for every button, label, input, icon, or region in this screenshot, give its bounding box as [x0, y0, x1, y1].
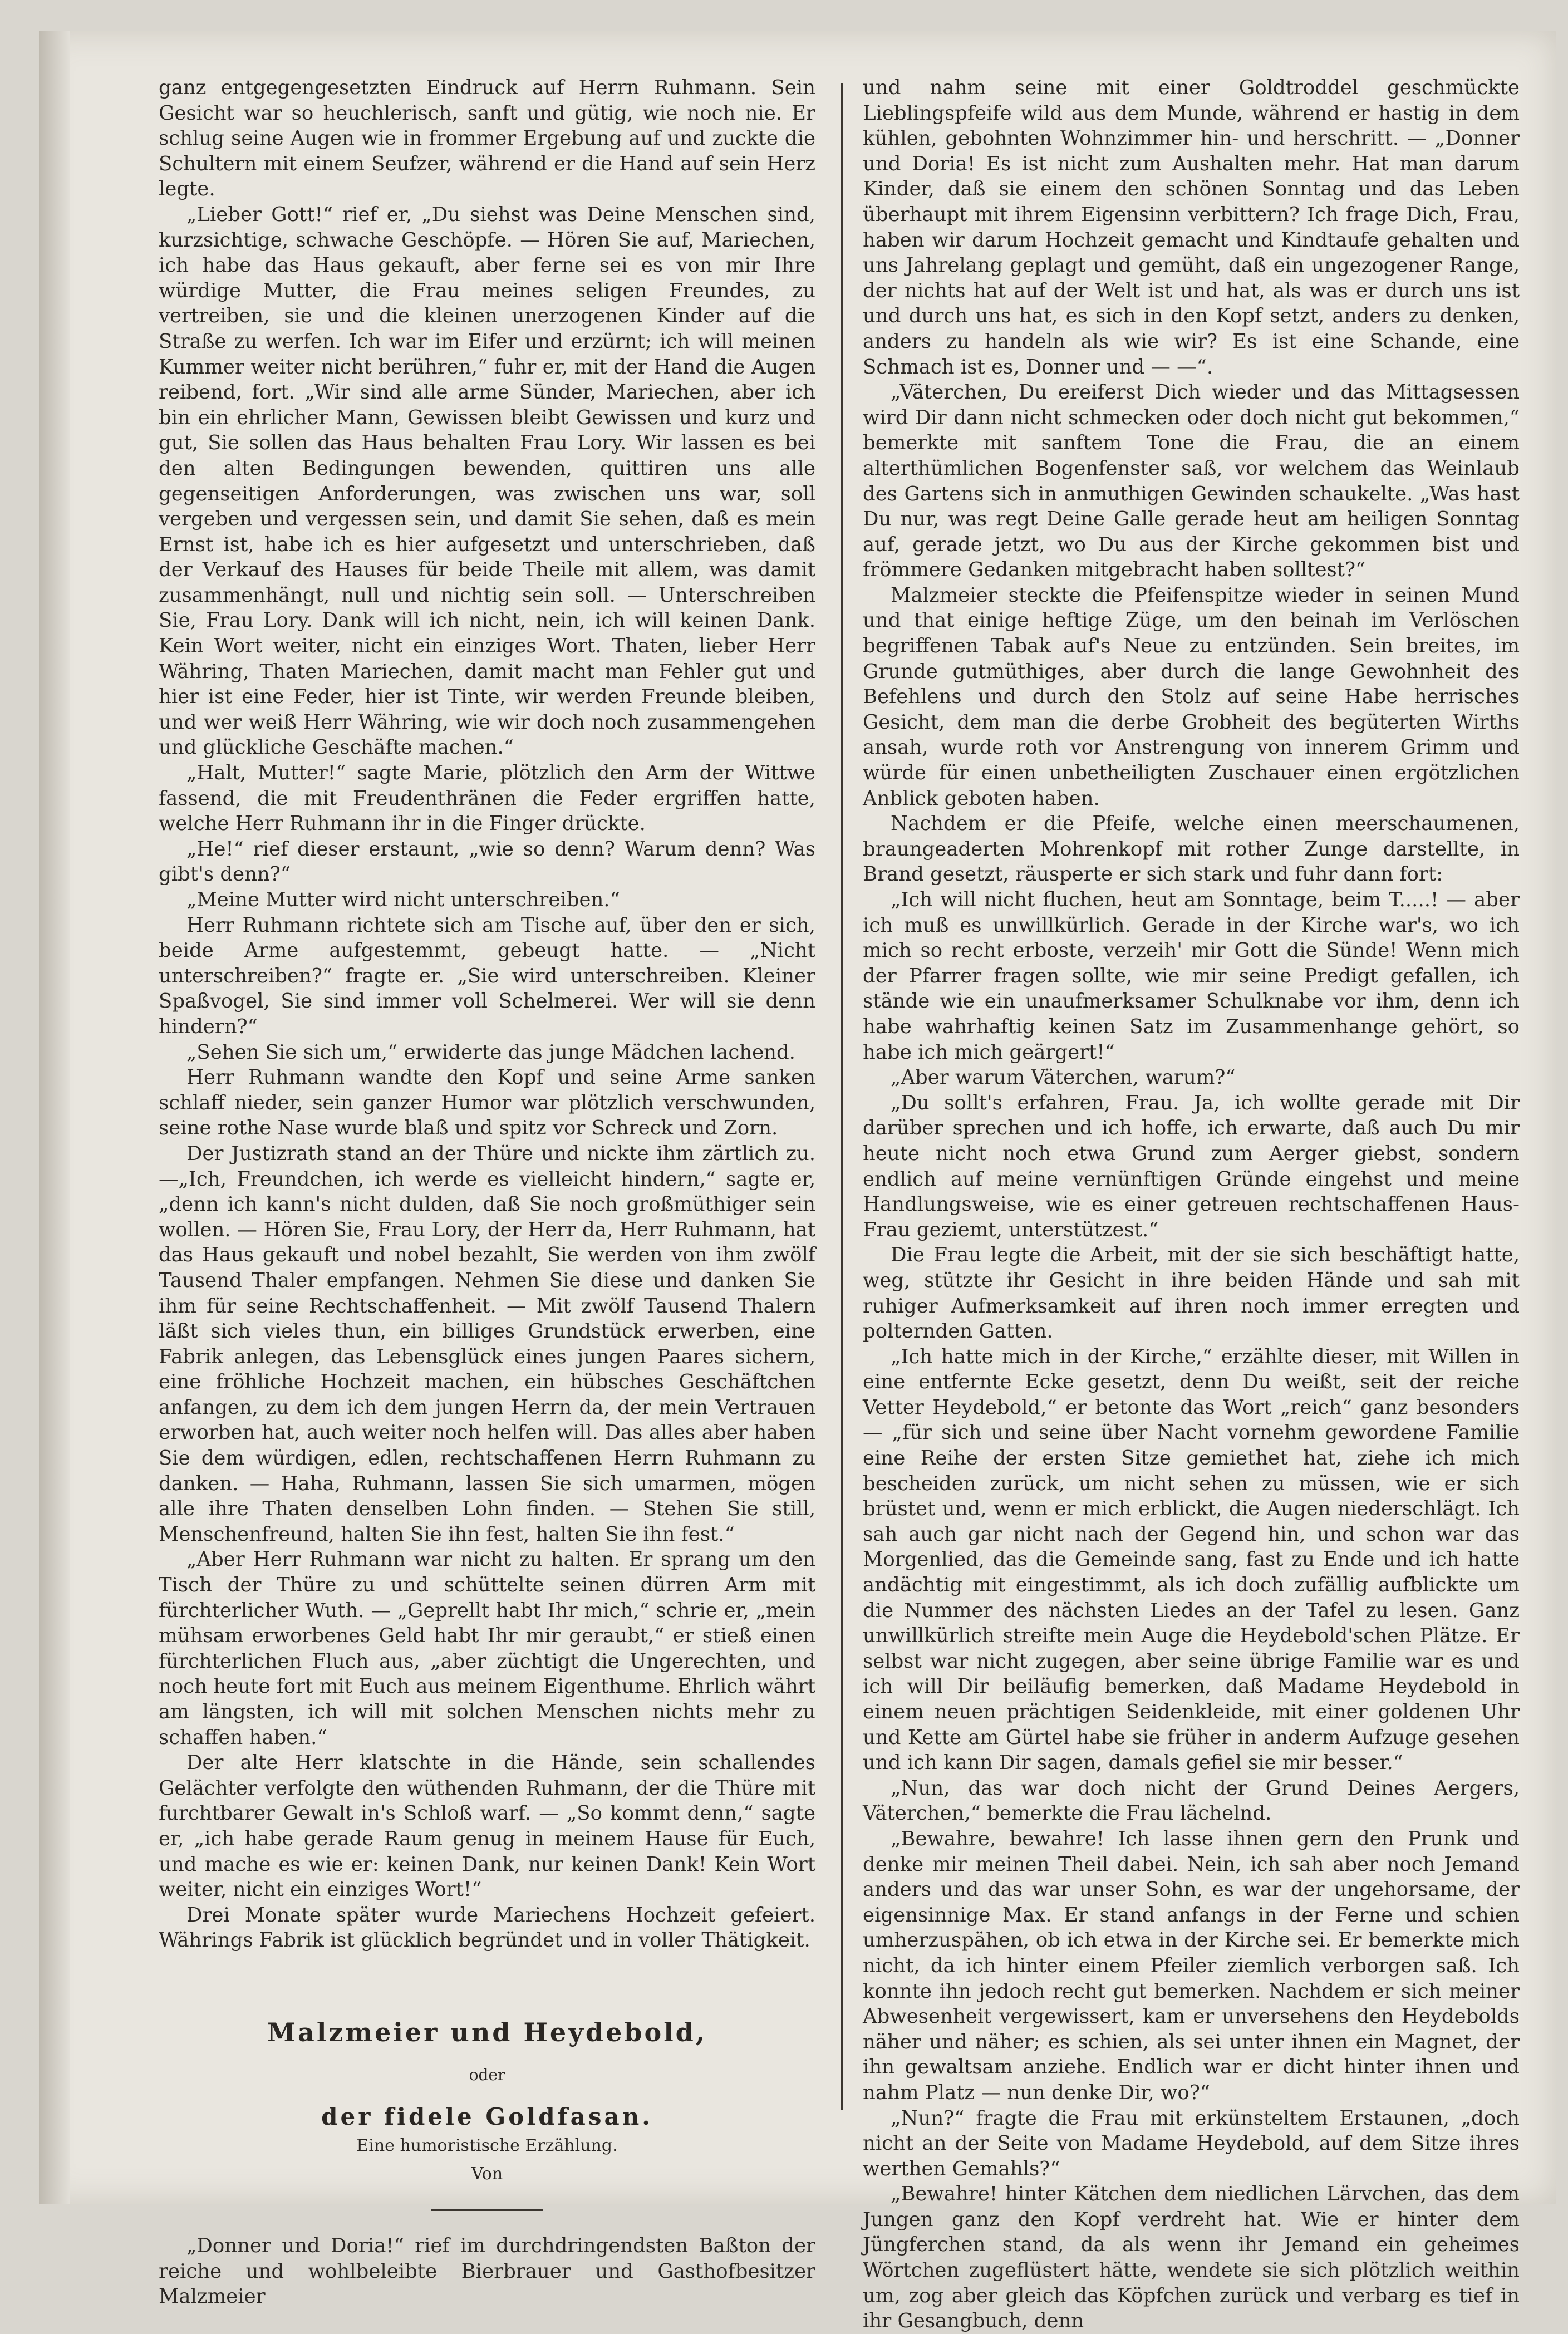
paragraph: Nachdem er die Pfeife, welche einen meerschaumenen, braungeaderten Mohrenkopf mit rother Zunge darstellte, in Brand gesetzt, räusperte er sich stark und fuhr dann fort: — [863, 812, 1520, 886]
paragraph: Herr Ruhmann wandte den Kopf und seine Arme sanken schlaff nieder, sein ganzer Humor war plötzlich verschwunden, seine rothe Nase wurde blaß und spitz vor Schreck und Zorn. — [159, 1066, 815, 1140]
paragraph: „Du sollt's erfahren, Frau. Ja, ich wollte gerade mit Dir darüber sprechen und ich hoffe, ich erwarte, daß auch Du mir heute nicht noch etwa Grund zum Aerger giebst, sondern endlich auf meine vernünftigen Gründe eingehst und meine Handlungsweise, wie es einer getreuen rechtschaffenen Haus-Frau geziemt, unterstützest.“ — [863, 1091, 1520, 1241]
title-rule — [431, 2209, 543, 2211]
paragraph: Drei Monate später wurde Mariechens Hochzeit gefeiert. Währings Fabrik ist glücklich begründet und in voller Thätigkeit. — [159, 1903, 815, 1952]
paragraph: und nahm seine mit einer Goldtroddel geschmückte Lieblingspfeife wild aus dem Munde, während er hastig in dem kühlen, gebohnten Wohnzimmer hin- und herschritt. — „Donner und Doria! Es ist nicht zum Aushalten mehr. Hat man darum Kinder, daß sie einem den schönen Sonntag und das Leben überhaupt mit ihrem Eigensinn verbittern? Ich frage Dich, Frau, haben wir darum Hochzeit gemacht und Kindtaufe gehalten und uns Jahrelang geplagt und gemüht, daß ein ungezogener Range, der nichts hat auf der Welt ist und hat, als was er durch uns ist und durch uns hat, es sich in den Kopf setzt, anders zu denken, anders zu handeln als wie wir? Es ist eine Schande, eine Schmach ist es, Donner und — —“. — [863, 76, 1520, 379]
story-oder: oder — [469, 2065, 505, 2084]
paragraph: „Meine Mutter wird nicht unterschreiben.“ — [186, 888, 620, 911]
paragraph: „Nun?“ fragte die Frau mit erkünsteltem Erstaunen, „doch nicht an der Seite von Madame Heydebold, auf dem Sitze ihres werthen Gemahls?“ — [863, 2106, 1520, 2180]
right-column — [863, 75, 1520, 2333]
paragraph: „Lieber Gott!“ rief er, „Du siehst was Deine Menschen sind, kurzsichtige, schwache Geschöpfe. — Hören Sie auf, Mariechen, ich habe das Haus gekauft, aber ferne sei es von mir Ihre würdige Mutter, die Frau meines seligen Freundes, zu vertreiben, sie und die kleinen unerzogenen Kinder auf die Straße zu werfen. Ich war im Eifer und erzürnt; ich will meinen Kummer weiter nicht berühren,“ fuhr er, mit der Hand die Augen reibend, fort. „Wir sind alle arme Sünder, Mariechen, aber ich bin ein ehrlicher Mann, Gewissen bleibt Gewissen und kurz und gut, Sie sollen das Haus behalten Frau Lory. Wir lassen es bei den alten Bedingungen bewenden, quittiren uns alle gegenseitigen Anforderungen, was zwischen uns war, soll vergeben und vergessen sein, und damit Sie sehen, daß es mein Ernst ist, habe ich es hier aufgesetzt und unterschrieben, daß der Verkauf des Hauses für beide Theile mit allem, was damit zusammenhängt, null und nichtig sein soll. — Unterschreiben Sie, Frau Lory. Dank will ich nicht, nein, ich will keinen Dank. Kein Wort weiter, nicht ein einziges Wort. Thaten, lieber Herr Währing, Thaten Mariechen, damit macht man Fehler gut und hier ist eine Feder, hier ist Tinte, wir werden Freunde bleiben, und wer weiß Herr Währing, wie wir doch noch zusammengehen und glückliche Geschäfte machen.“ — [159, 203, 815, 759]
left-column — [159, 75, 815, 2308]
paragraph: „Nun, das war doch nicht der Grund Deines Aergers, Väterchen,“ bemerkte die Frau lächelnd. — [863, 1776, 1520, 1825]
column-divider — [841, 83, 843, 2110]
paragraph: „Ich will nicht fluchen, heut am Sonntage, beim T.....! — aber ich muß es unwillkürlich. Gerade in der Kirche war's, wo ich mich so recht erboste, verzeih' mir Gott die Sünde! Wenn mich der Pfarrer fragen sollte, wie mir seine Predigt gefallen, ich stände wie ein unaufmerksamer Schulknabe vor ihm, denn ich habe wahrhaftig keinen Satz im Zusammenhange gehört, so habe ich mich geärgert!“ — [863, 888, 1520, 1064]
paragraph: „Halt, Mutter!“ sagte Marie, plötzlich den Arm der Wittwe fassend, die mit Freudenthränen die Feder ergriffen hatte, welche Herr Ruhmann ihr in die Finger drückte. — [159, 761, 815, 836]
page-spine-shadow — [39, 31, 70, 2204]
story-title: Malzmeier und Heydebold, — [267, 2017, 707, 2047]
paragraph: „Donner und Doria!“ rief im durchdringendsten Baßton der reiche und wohlbeleibte Bierbrauer und Gasthofbesitzer Malzmeier — [159, 2234, 815, 2308]
paragraph: Der alte Herr klatschte in die Hände, sein schallendes Gelächter verfolgte den wüthenden Ruhmann, der die Thüre mit furchtbarer Gewalt in's Schloß warf. — „So kommt denn,“ sagte er, „ich habe gerade Raum genug in meinem Hause für Euch, und mache es wie er: keinen Dank, nur keinen Dank! Kein Wort weiter, nicht ein einziges Wort!“ — [159, 1751, 815, 1901]
paragraph: Der Justizrath stand an der Thüre und nickte ihm zärtlich zu. —„Ich, Freundchen, ich werde es vielleicht hindern,“ sagte er, „denn ich kann's nicht dulden, daß Sie noch großmüthiger sein wollen. — Hören Sie, Frau Lory, der Herr da, Herr Ruhmann, hat das Haus gekauft und nobel bezahlt, Sie werden von ihm zwölf Tausend Thaler empfangen. Nehmen Sie diese und danken Sie ihm für seine Rechtschaffenheit. — Mit zwölf Tausend Thalern läßt sich vieles thun, ein billiges Grundstück erwerben, eine Fabrik anlegen, das Lebensglück eines jungen Paares sichern, eine fröhliche Hochzeit machen, ein hübsches Geschäftchen anfangen, zu dem ich dem jungen Herrn da, der mein Vertrauen erworben hat, auch weiter noch helfen will. Das alles aber haben Sie dem würdigen, edlen, rechtschaffenen Herrn Ruhmann zu danken. — Haha, Ruhmann, lassen Sie sich umarmen, mögen alle ihre Thaten denselben Lohn finden. — Stehen Sie still, Menschenfreund, halten Sie ihn fest, halten Sie ihn fest.“ — [159, 1142, 815, 1546]
paragraph: Die Frau legte die Arbeit, mit der sie sich beschäftigt hatte, weg, stützte ihr Gesicht in ihre beiden Hände und sah mit ruhiger Aufmerksamkeit auf ihren noch immer erregten und polternden Gatten. — [863, 1244, 1520, 1343]
paragraph: „He!“ rief dieser erstaunt, „wie so denn? Warum denn? Was gibt's denn?“ — [159, 837, 815, 886]
paragraph: „Ich hatte mich in der Kirche,“ erzählte dieser, mit Willen in eine entfernte Ecke gesetzt, denn Du weißt, seit der reiche Vetter Heydebold,“ er betonte das Wort „reich“ ganz besonders — „für sich und seine über Nacht vornehm gewordene Familie eine Reihe der ersten Sitze gemiethet hat, ziehe ich mich bescheiden zurück, um nicht sehen zu müssen, wie er sich brüstet und, wenn er mich erblickt, die Augen niederschlägt. Ich sah auch gar nicht nach der Gegend hin, und schon war das Morgenlied, das die Gemeinde sang, fast zu Ende und ich hatte andächtig mit eingestimmt, als ich doch zufällig aufblickte um die Nummer des nächsten Liedes an der Tafel zu lesen. Ganz unwillkürlich streifte mein Auge die Heydebold'schen Plätze. Er selbst war nicht zugegen, aber seine übrige Familie war es und ich will Dir beiläufig bemerken, daß Madame Heydebold in einem neuen prächtigen Seidenkleide, mit einer goldenen Uhr und Kette am Gürtel habe sie früher in anderm Aufzuge gesehen und ich kann Dir sagen, damals gefiel sie mir besser.“ — [863, 1345, 1520, 1775]
story-subtitle: der fidele Goldfasan. — [321, 2103, 653, 2131]
paragraph: ganz entgegengesetzten Eindruck auf Herrn Ruhmann. Sein Gesicht war so heuchlerisch, sanft und gütig, wie noch nie. Er schlug seine Augen wie in frommer Ergebung auf und zuckte die Schultern mit einem Seufzer, während er die Hand auf sein Herz legte. — [159, 76, 815, 201]
paragraph: „Bewahre, bewahre! Ich lasse ihnen gern den Prunk und denke mir meinen Theil dabei. Nein, ich sah aber noch Jemand anders und das war unser Sohn, es war der ungehorsame, der eigensinnige Max. Er stand anfangs in der Ferne und schien umherzuspähen, ob ich etwa in der Kirche sei. Er bemerkte mich nicht, da ich hinter einem Pfeiler ziemlich verborgen saß. Ich konnte ihn jedoch recht gut bemerken. Nachdem er sich meiner Abwesenheit vergewissert, kam er unversehens den Heydebolds näher und näher; es schien, als sei unter ihnen ein Magnet, der ihn gewaltsam anziehe. Endlich war er dicht hinter ihnen und nahm Platz — nun denke Dir, wo?“ — [863, 1827, 1520, 2104]
paragraph: „Aber warum Väterchen, warum?“ — [891, 1066, 1236, 1089]
story-author: Von — [471, 2164, 503, 2184]
paragraph: Malzmeier steckte die Pfeifenspitze wieder in seinen Mund und that einige heftige Züge, um den beinah im Verlöschen begriffenen Tabak auf's Neue zu entzünden. Sein breites, im Grunde gutmüthiges, aber durch die lange Gewohnheit des Befehlens und durch den Stolz auf seine Habe herrisches Gesicht, dem man die derbe Grobheit des begüterten Wirths ansah, wurde roth vor Anstrengung von innerem Grimm und würde für einen unbetheiligten Zuschauer einen ergötzlichen Anblick geboten haben. — [863, 583, 1520, 810]
paragraph: „Väterchen, Du ereiferst Dich wieder und das Mittagsessen wird Dir dann nicht schmecken oder doch nicht gut bekommen,“ bemerkte mit sanftem Tone die Frau, die an einem alterthümlichen Bogenfenster saß, vor welchem das Weinlaub des Gartens sich in anmuthigen Gewinden schaukelte. „Was hast Du nur, was regt Deine Galle gerade heut am heiligen Sonntag auf, gerade jetzt, wo Du aus der Kirche gekommen bist und frömmere Gedanken mitgebracht haben solltest?“ — [863, 381, 1520, 582]
story-genre: Eine humoristische Erzählung. — [356, 2135, 618, 2155]
paragraph: „Aber Herr Ruhmann war nicht zu halten. Er sprang um den Tisch der Thüre zu und schüttelte seinen dürren Arm mit fürchterlicher Wuth. — „Geprellt habt Ihr mich,“ schrie er, „mein mühsam erworbenes Geld habt Ihr mir geraubt,“ er stieß einen fürchterlichen Fluch aus, „aber züchtigt die Ungerechten, und noch heute fort mit Euch aus meinem Eigenthume. Ehrlich währt am längsten, ich will mit solchen Menschen nichts mehr zu schaffen haben.“ — [159, 1548, 815, 1749]
paragraph: „Sehen Sie sich um,“ erwiderte das junge Mädchen lachend. — [186, 1040, 795, 1064]
paragraph: „Bewahre! hinter Kätchen dem niedlichen Lärvchen, das dem Jungen ganz den Kopf verdreht hat. Wie er hinter dem Jüngferchen stand, da als wenn ihr Jemand ein geheimes Wörtchen zugeflüstert hätte, wendete sie sich plötzlich weithin um, zog aber gleich das Köpfchen zurück und verbarg es tief in ihr Gesangbuch, denn — [863, 2183, 1520, 2333]
paragraph: Herr Ruhmann richtete sich am Tische auf, über den er sich, beide Arme aufgestemmt, gebeugt hatte. — „Nicht unterschreiben?“ fragte er. „Sie wird unterschreiben. Kleiner Spaßvogel, Sie sind immer voll Schelmerei. Wer will sie denn hindern?“ — [159, 913, 815, 1038]
